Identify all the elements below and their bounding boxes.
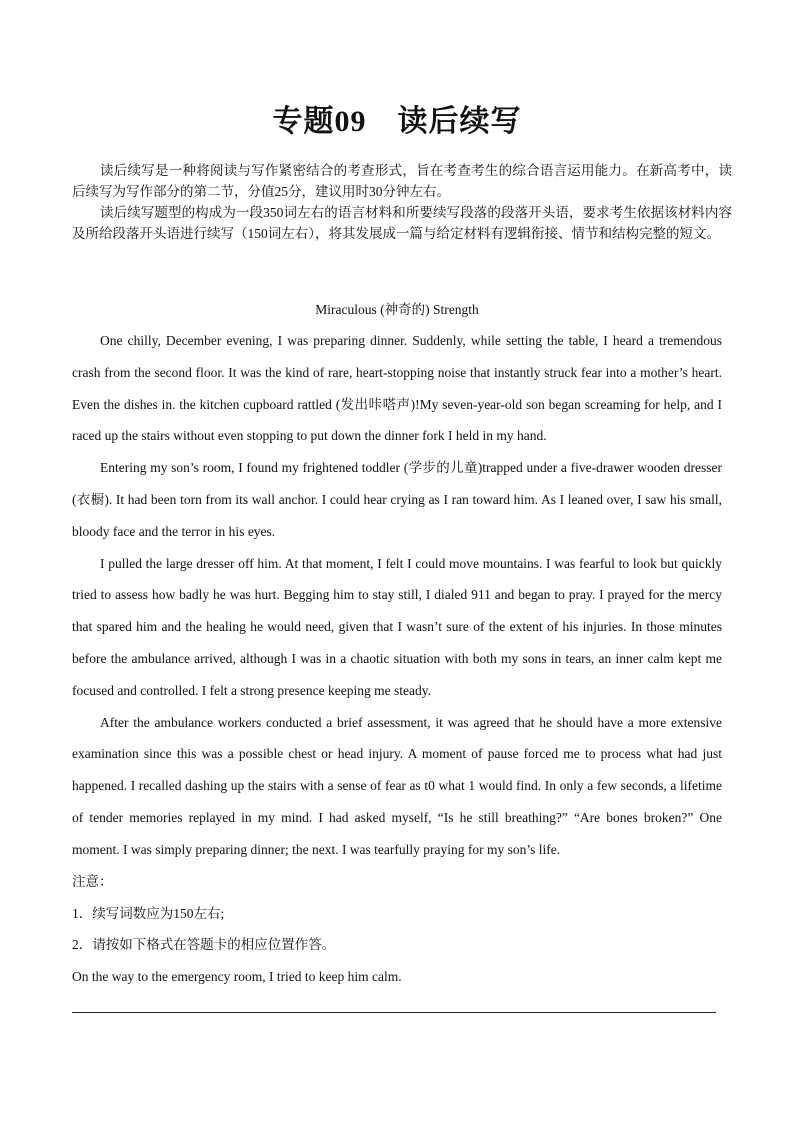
story-paragraph: After the ambulance workers conducted a brief assessment, it was agreed that he should have a more extensive examination since this was a possible chest or head injury. A moment of pause forced me to process what had just happened. I recalled dashing up the stairs with a sense of fear as t0 what 1 would find. In only a few seconds, a lifetime of tender memories replayed in my mind. I had asked myself, “Is he still breathing?” “Are bones broken?” One moment. I was simply preparing dinner; the next. I was tearfully praying for my son’s life. xyxy=(72,714,722,857)
notes-section xyxy=(72,866,722,992)
page-title: 专题09 读后续写 xyxy=(272,105,522,138)
story-title: Miraculous (神奇的) Strength xyxy=(315,302,479,317)
intro-paragraph: 读后续写题型的构成为一段350词左右的语言材料和所要续写段落的段落开头语，要求考生依据该材料内容及所给段落开头语进行续写（150词左右），将其发展成一篇与给定材料有逻辑衔接、情节和结构完整的短文。 xyxy=(72,205,732,241)
story-paragraph: One chilly, December evening, I was preparing dinner. Suddenly, while setting the table, I heard a tremendous crash from the second floor. It was the kind of rare, heart-stopping noise that instantly struck fear into a mother’s heart. Even the dishes in. the kitchen cupboard rattled (发出咔嗒声)!My seven-year-old son began screaming for help, and I raced up the stairs without even stopping to put down the dinner fork I held in my hand. xyxy=(72,333,722,444)
intro-paragraph: 读后续写是一种将阅读与写作紧密结合的考查形式，旨在考查考生的综合语言运用能力。在新高考中，读后续写为写作部分的第二节，分值25分，建议用时30分钟左右。 xyxy=(72,163,732,199)
notes-label: 注意： xyxy=(72,874,113,889)
story-paragraph: Entering my son’s room, I found my frightened toddler (学步的儿童)trapped under a five-drawer wooden dresser (衣橱). It had been torn from its wall anchor. I could hear crying as I ran toward him. As I leaned over, I saw his small, bloody face and the terror in his eyes. xyxy=(72,460,722,539)
continuation-prompt: On the way to the emergency room, I tried to keep him calm. xyxy=(72,968,402,984)
answer-line xyxy=(72,1012,716,1013)
story-text xyxy=(72,325,722,866)
note-item: 2．请按如下格式在答题卡的相应位置作答。 xyxy=(72,937,336,952)
note-item: 1．续写词数应为150左右; xyxy=(72,905,225,921)
story-paragraph: I pulled the large dresser off him. At that moment, I felt I could move mountains. I was fearful to look but quickly tried to assess how badly he was hurt. Begging him to stay still, I dialed 911 and began to pray. I prayed for the mercy that spared him and the healing he would need, given that I wasn’t sure of the extent of his injuries. In those minutes before the ambulance arrived, although I was in a chaotic situation with both my sons in tears, an inner calm kept me focused and controlled. I felt a strong presence keeping me steady. xyxy=(72,555,722,698)
intro-section xyxy=(72,160,732,244)
